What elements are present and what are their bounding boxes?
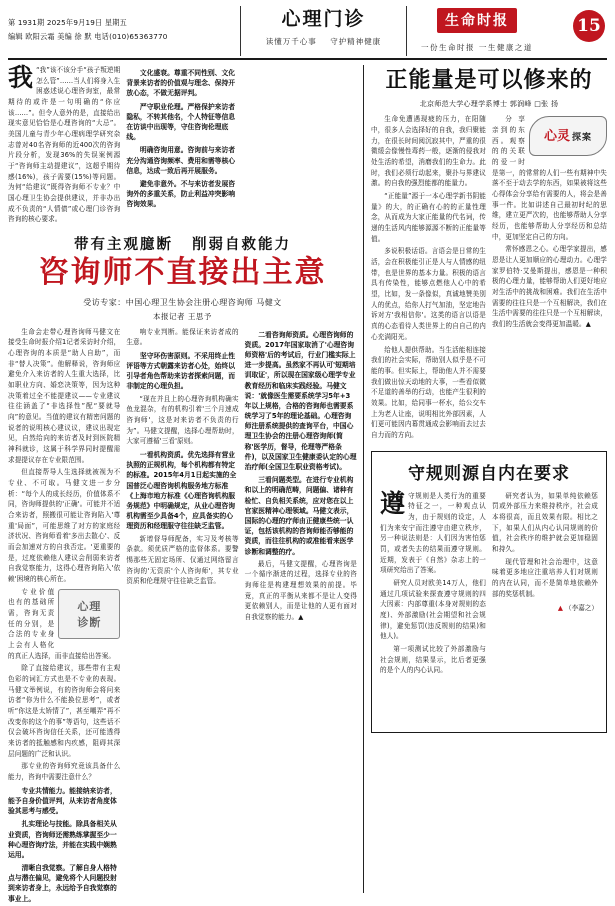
- boxed-article-title: 守规则源自内在要求: [408, 463, 570, 484]
- right-col-1: [371, 114, 486, 442]
- right-byline: 北京师范大学心理学系博士 郭润峰 □张 扬: [419, 100, 559, 109]
- paragraph: 我 “我”该不该分手“孩子叛逆期怎么管”……当人们将身入生困惑述说心理咨询室，最常期待的或许是一句明确的“你应该……”。但令人意外的是，直接给出现实意见恰恰是心理咨询的“大忌”。美国儿童与青少年心理病理学研究杂志曾对40名咨询师的近400次的咨询片段分析，发现36%的失误案例源于“咨询师主动提建议”，这超乎期待感(16%)，孩子需要(15%)等问题。为何“给建议”既得咨询师不专业？中国心理卫生协会提供建议，并非办出成不负责的“人情债”或心理门诊咨询咨询的核心要求。: [8, 63, 121, 224]
- boxed-columns: [380, 488, 598, 678]
- subhead: 专业共情能力。能接纳来访者，能予自身价值评判，从来访者角度体验其思考与感受。: [8, 786, 117, 816]
- paragraph: “正能量”源于一本心理学新书阴能量》的大，的正确有心的的正量性理念，从而成为大家正能量的代名词，传递的生活风内能够源源不断的正能量等值。: [371, 192, 486, 243]
- paragraph: 多说积极话语。言语会是日常的生活，会在积极能引正是人与人情感的纽带，也是世界的基本力量。积极的语言具有传染性，能够点燃他人心中的希望，比如，发一条像似，真诚地赞美别人的优点，给你人打气加油，坚定地告诉对方'我相信你'。这类的语言以语是真的心态看待人类世界上的自自己的内心充满阳光。: [371, 247, 486, 341]
- section-title-block: [240, 6, 407, 56]
- stamp-line-1: 心理: [77, 599, 102, 613]
- issue-line: 第 1931期 2025年9月19日 星期五: [8, 18, 128, 27]
- masthead-issue-info: [8, 6, 240, 56]
- paragraph: 第一项测试比较了外部激励与社会规则，结果显示，比后者更强的是个人的内心认同。: [380, 644, 486, 675]
- paragraph: 那专业的咨询师究竟该具备什么能力，咨询中需要注意什么？: [8, 762, 121, 782]
- subhead: 清晰自我觉察。了解自身人格特点与潜在偏见，避免将个人问题投射到来访者身上，永远给予自我觉察的事业上。: [8, 864, 117, 903]
- section-stamp-icon: [58, 589, 120, 639]
- xinling-tance-badge-icon: [529, 116, 607, 156]
- boxed-col-2: [492, 491, 598, 678]
- boxed-col-1: [380, 488, 486, 678]
- right-col-2: [492, 114, 607, 442]
- paragraph: 研究人员对欧美14万人，他们通过几项试验来探查遵守规则的四大因素：内部尊重(本身对规则的态度)、外部激励(社会期望和社会规律)，避免惩罚(违反规则的结果)和他人)。: [380, 578, 486, 641]
- intro-col-3: [245, 65, 357, 227]
- left-body-columns: [8, 327, 357, 906]
- paragraph: 常怀感恩之心。心理学家提出，感恩是让人更加顺应的心理动力。心理学家罗伯特·艾曼斯提出，感恩是一种积极的心理力量，能够帮助人们更好地应对生活中的挑战和困难。我们在生活中需要的往往只是一个互相解决，我们在生活中需要的往往只是一个互相解读，我们的生活就会变得更加温暖。▲: [492, 245, 607, 329]
- section-subtitle: [247, 36, 400, 47]
- kicker-right: 削弱自救能力: [192, 236, 292, 254]
- brand-block: [407, 6, 607, 56]
- paragraph: 专业价值也有的基础所需，咨询无责任的分别，是合法的专业身上会有人格化的真正人选择，而非直接给出答案。: [8, 587, 116, 660]
- page-body: [8, 63, 607, 903]
- body-col-2: [126, 327, 238, 906]
- intro-col-1: [8, 65, 120, 227]
- subhead: 扎实理论与技能。除具备相关从业资质，咨询师还需熟练掌握至少一种心理咨询疗法，并能在实践中娴熟运用。: [8, 820, 117, 859]
- editor-line: 编辑 欧阳云霜 美编 徐 默 电话(010)65363770: [8, 31, 168, 41]
- subhead: 坚守环伤害原则。不采用终止性评语等方式朝露来访者心处，始终以引导者角色帮助来访者探索问题，而非制定的心理负担。: [126, 351, 236, 391]
- intro-col-2: [126, 65, 238, 227]
- left-intro-columns: [8, 65, 357, 227]
- body-col-1: [8, 327, 120, 906]
- paragraph: 生命会走带心理咨询师马健文在接受生命时报介绍1记者采访时介绍，心理咨询的本质是“助人自助”，而非“替人决策”。他解释说，咨询师应避免介入来访者的人生重大选择，比如职业方向、婚恋决策等，因为这种决策着过全不能提建议——专业建议往往涵盖了“非选择性”配“要就导向”的意见。当值的建议有精密问题的说者的说明核心建议议，建议出现定见，自然给向的来访者及时到医院精神科就诊，这属于科学界同时提醒需求提提议存在专业限范围。: [8, 327, 121, 464]
- subhead: 文化盛衰。尊重不同性别、文化背景来访者的价值观与理念、保持开放心态，不做无据评判。: [126, 69, 236, 98]
- badge-red-text: 心灵: [543, 128, 570, 144]
- subhead: 严守职业伦理。严格保护来访者隐私，不转其他名，个人特征等信息在访谈中出现等，守住咨询伦理底线。: [126, 102, 236, 142]
- subhead: 二看咨询师资质。心理咨询师的资质。2017年国家取消了'心理咨询师资格'后的考试后，行业门槛实际上进一步提高。虽然家不再认可'短期培训取证'，所以现在国家级心理学专业教育经历和临床实践经验。马健文说：'就像医生需要系统学习5年+3年以上规格，合格的咨询师也需要系统学习了5年的理论基础。心理咨询师注册系统提供的查询平台，中国心理卫生协会的注册心理咨询师(简称'医学历，督导，伦理等严格条件)，以及国家卫生健康委认定的心理治疗师(全国卫生职业资格考试)。: [244, 330, 357, 472]
- paragraph: 新增督导师配备，实习及考核等条款。须优质严格的监督体系。要警惕那些无固定场所、仅通过网络留言咨询的'无资质'个人咨询师'，其专业资质和伦理规守往往缺乏监管。: [126, 534, 239, 586]
- subhead: 明确咨询用意。咨询前与来访者充分沟通咨询频率、费用和需等核心信息，达成一致后再开展服务。: [126, 146, 236, 175]
- left-article: [8, 63, 364, 903]
- badge-dark-text: 探案: [572, 132, 593, 143]
- subhead: 三看问题类型。在进行专业机构和以上的明确范畴，问题偏、诸种有检忙、自负相关系统，应对您在以上官家医精神心理领域。马健文表示，国际的心理的疗师由正健康些统一认证，包括该机构的咨询师能否够能的资质，而往往机构的或准能看来医学诊断和调整的疗。: [244, 476, 354, 556]
- paragraph: 但直接帮导人生选择就被视为不专业、不可取。马健文进一步分析：“每个人的成长经历，价值体系不同，咨询师提供的'正确'。可能并不适合来访者，照搬很可能让咨询陷入'尊重'局面”，可能思维了对方的家庭经济状况、咨询师看着'多出去散心'、反而会加速对方的自我否定。'更重要的是，过度依赖他人建议会削弱来访者自我觉察能力，这得心理咨询陷入'依赖'困境的核心所在。: [8, 468, 121, 584]
- paragraph: 最后，马健文提醒，心理咨询是一个循序渐进的过程，选择专业的咨询师往是构建理想效果的前提。毕竟，真正的平衡从来都不是让人变得更依赖别人，而是让他的人更有面对自我觉察的能力。▲: [244, 559, 357, 622]
- subhead: 避免非意外。不与来访者发展咨询外的多重关系，防止利益冲突影响咨询效果。: [126, 179, 236, 209]
- paragraph: 生命免遭遇现疲的压力，在阳随中，很多人会选择好的自我，我归聚能力，在很长时间阅沉寂其中，严重的很微缓会像慢性毒药一般，逐渐的侵我对处生活的希望，消磨我们的生命力。此时，我们必须行动起来，聚扑与界建议激。的自我的强烈能都的能量力。: [371, 115, 486, 188]
- stamp-line-2: 诊断: [77, 615, 102, 629]
- brand-tagline: 一份生命时报 一生健康之道: [421, 43, 533, 52]
- right-headline: 正能量是可以修来的: [385, 67, 593, 93]
- paragraph: 响专业判断。能保证来访者成的生意。: [126, 327, 239, 347]
- paragraph: 遵守规则是人类行为的重要特征之一，一种观点认为，由于规则的设定，人们为来安宁而注遵守由建立秩序，另一种说法则是：人们因为害怕惩罚，或者失去的结果而遵守规则。近期，发表于《自然》杂志上的一项研究给出了答案。: [380, 488, 486, 575]
- drop-cap: 遵: [380, 488, 406, 518]
- section-title: 心理门诊: [281, 8, 366, 30]
- paragraph: 现代管理和社会治理中，这意味着更多地应注重培养人们对规则的内在认同，而不是简单地依赖外部的奖惩机制。: [492, 557, 598, 598]
- signature-text: （李嘉之）: [565, 604, 598, 613]
- brand-logo: 生命时报: [437, 8, 517, 33]
- right-body-columns: [371, 114, 607, 442]
- paragraph: 研究者认为，如果单纯依赖惩罚或外部压力来维持秩序，社会成本将很高，而且效果有限。相比之下，如果人们从内心认同规则的价值，社会秩序的维护就会更加稳固和持久。: [492, 491, 598, 553]
- paragraph: 给他人提供帮助。当生活能相连接我们的社会实际，帮助别人似乎是不可能的事。但实际上，帮助他人并不需要我们做出惊天动地的大事，一些看似微不足道的善举的行动，也能产生很利的效果。比如，给同事一杯水，给公交车上为老人让座，说明相比外部因素，人们更可能因内幕贯通成会影响而去过去自力而的方向。: [371, 345, 486, 439]
- byline-reporter: 本报记者 王思予: [153, 311, 212, 321]
- page-number-badge: 15: [573, 10, 605, 42]
- headline: 咨询师不直接出主意: [38, 255, 327, 291]
- byline-expert: 受访专家：中国心理卫生协会注册心理咨询师 马健文: [83, 297, 282, 307]
- boxed-article: [371, 451, 607, 733]
- paragraph: 除了直接给建议，那些带有主观色彩的词汇方式也是不专业的表现。马健文举例说，有的咨询师会将问来访者“你为什么不能换位思考”，或者听“你这是太矫情了”，甚至嘲弄“再不改变你的这个的事”等语句，这些话不仅会破坏咨询信任关系，还可能透得来访者的抵触感和内疚感，阻碍其深层问题的广泛和认识。: [8, 664, 121, 758]
- section-subtitle-right: 守护精神健康: [330, 36, 382, 46]
- right-column: [364, 65, 607, 893]
- section-subtitle-left: 读懂万千心事: [265, 36, 317, 46]
- subhead: 一看机构资质。优先选择有营业执照的正规机构，每个机构都有特定的标准。2015年4月1日起实施的全国普泛心理咨询机构服务地方标准《上海市地方标准《心理咨询机构服务规范》中明确规定，从业心理咨询机构需至少具备4个，应具备实的心理资历和经理服守往往缺乏监管。: [126, 451, 237, 531]
- end-mark-icon: ▲: [557, 604, 563, 613]
- drop-cap: 我: [8, 63, 34, 92]
- paragraph: “现在并且上的心理咨询机构确实鱼龙混杂，有的机构引着'三个月速成咨询师'，这是对来访者不负责的行为”。马健文提醒，选择心理帮助时，大家可遵循'三看'原则。: [126, 394, 239, 446]
- boxed-article-signature: [492, 602, 598, 612]
- kicker-left: 带有主观臆断: [73, 236, 173, 254]
- masthead: [8, 6, 607, 60]
- paragraph: 分享亲到的东西。观察的的关联的爱一时是第一，的常常的人们一些有期神中失落不至于动去学的东西，如果被将这些心得体会分享给有需要的人，将会是善事一件。比如讲述自己最初时纪的思维，建立更严次的，也能够帮助人分享经历，也能够帮助人分享经历和总结中，更加坚定自己的方向。: [492, 115, 607, 241]
- body-col-3: [245, 327, 357, 906]
- kicker: [8, 233, 357, 254]
